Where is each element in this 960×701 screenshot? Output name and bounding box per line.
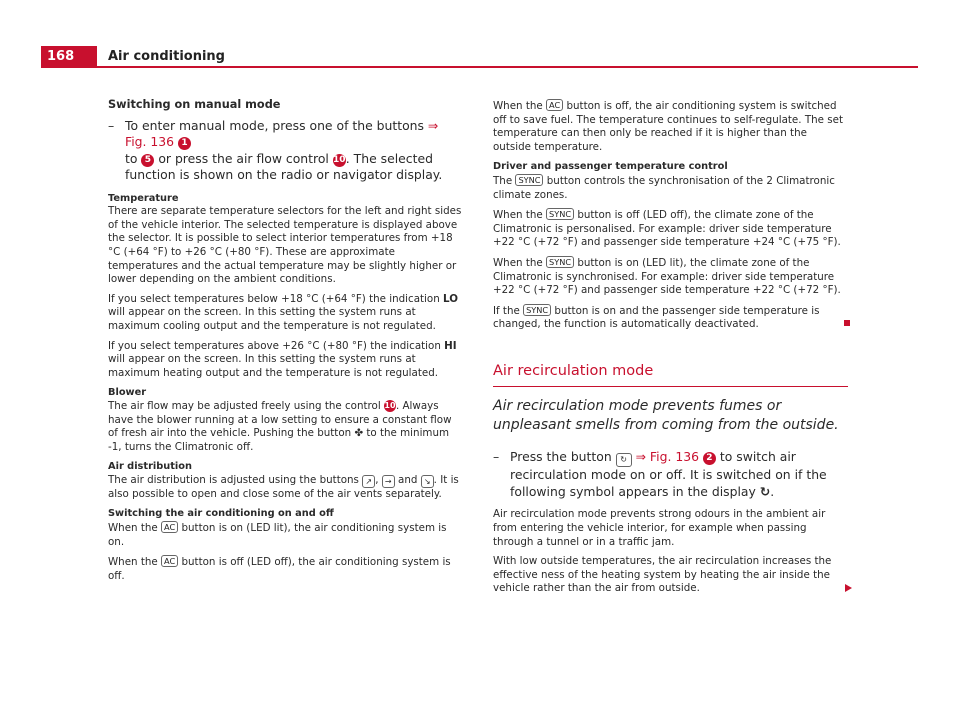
air-distribution-heading: Air distribution (108, 461, 192, 473)
manual-mode-step: – To enter manual mode, press one of the buttons ⇒ Fig. 136 1 to 5 or press the air flow control 10. The selected function is shown on the radio or navigator display. (108, 117, 443, 183)
ac-key: AC (161, 521, 178, 533)
header-rule (97, 66, 918, 68)
ac-off-paragraph: When the AC button is off (LED off), the air conditioning system is off. (108, 556, 451, 582)
temperature-lo-paragraph: If you select temperatures below +18 °C (+64 °F) the indication LO will appear on the screen. In this setting the system runs at maximum cooling output and the temperature is not regulated. (108, 292, 458, 332)
manual-mode-heading: Switching on manual mode (108, 98, 281, 111)
callout-number: 10 (333, 154, 346, 165)
blower-heading: Blower (108, 387, 147, 399)
section-end-marker (844, 320, 850, 326)
recirculation-step: – Press the button ↻ ⇒ Fig. 136 2 to switch air recirculation mode on or off. It is switched on if the following symbol appears in the display ↻. (493, 449, 827, 499)
recirculation-paragraph-1: Air recirculation mode prevents strong odours in the ambient air from entering the vehicle interior, for example when passing through a tunnel or in a traffic jam. (493, 508, 826, 548)
ac-key: AC (546, 99, 563, 111)
temperature-paragraph: There are separate temperature selectors for the left and right sides of the vehicle interior. The selected temperature is displayed above the selector. It is possible to select interior temperatures from +18 °C (+64 °F) to +26 °C (+80 °F). These are approximate temperatures and the actual temperature may be slightly higher or lower depending on the ambient conditions. (108, 205, 462, 286)
recirculation-paragraph-2: With low outside temperatures, the air recirculation increases the effective ness of the heating system by heating the air inside the vehicle rather than the air from outside. (493, 555, 848, 596)
sync-key: SYNC (523, 304, 551, 316)
figure-link[interactable]: ⇒ Fig. 136 (125, 117, 439, 150)
sync-key: SYNC (515, 174, 543, 186)
sync-paragraph-2: When the SYNC button is off (LED off), the climate zone of the Climatronic is personalised. For example: driver side temperature +22 °C (+72 °F) and passenger side temperature +24 °C (+75 °F). (493, 209, 841, 249)
ac-off-fuel-paragraph: When the AC button is off, the air conditioning system is switched off to save fuel. The temperature continues to self-regulate. The set temperature can then only be reached if it is higher than the outside temperature. (493, 100, 843, 153)
page-header-title: Air conditioning (108, 49, 225, 64)
page-number: 168 (41, 46, 97, 68)
right-column (493, 99, 848, 602)
sync-paragraph-3: When the SYNC button is on (LED lit), the climate zone of the Climatronic is synchronised. For example: driver side temperature +22 °C (+72 °F) and passenger side temperature +22 °C (+72 °F). (493, 256, 841, 297)
figure-link[interactable]: ⇒ Fig. 136 (635, 449, 699, 465)
temperature-heading: Temperature (108, 192, 179, 204)
air-distribution-upper-icon: → (382, 475, 395, 488)
callout-number: 10 (384, 400, 396, 410)
fan-icon: ✤ (354, 427, 364, 440)
air-distribution-windscreen-icon: ↗ (362, 475, 375, 488)
driver-passenger-heading: Driver and passenger temperature control (493, 161, 728, 173)
callout-number: 1 (178, 137, 191, 150)
recirculation-section-title: Air recirculation mode (493, 362, 654, 379)
section-rule (493, 386, 848, 388)
air-distribution-footwell-icon: ↘ (421, 475, 434, 488)
blower-paragraph: The air flow may be adjusted freely using the control 10. Always have the blower running at a low setting to ensure a constant flow of fresh air into the vehicle. Pushing the button ✤ to the minimum -1, turns the Climatronic off. (108, 399, 452, 453)
ac-on-paragraph: When the AC button is on (LED lit), the air conditioning system is on. (108, 522, 447, 548)
sync-key: SYNC (546, 208, 574, 220)
left-column (108, 98, 462, 589)
temperature-hi-paragraph: If you select temperatures above +26 °C (+80 °F) the indication HI will appear on the screen. In this setting the system runs at maximum heating output and the temperature is not regulated. (108, 339, 457, 379)
sync-paragraph-1: The SYNC button controls the synchronisation of the 2 Climatronic climate zones. (493, 174, 835, 201)
ac-key: AC (161, 555, 178, 567)
callout-number: 5 (141, 154, 154, 167)
ac-switch-heading: Switching the air conditioning on and off (108, 508, 334, 520)
recirculation-symbol-icon: ↻ (759, 483, 771, 499)
sync-paragraph-4: If the SYNC button is on and the passenger side temperature is changed, the function is automatically deactivated. (493, 304, 848, 332)
continued-arrow-icon (845, 584, 852, 592)
recirculation-icon: ↻ (616, 453, 632, 467)
callout-number: 2 (703, 452, 716, 465)
sync-key: SYNC (546, 256, 574, 268)
air-distribution-paragraph: The air distribution is adjusted using the buttons ↗ , → and ↘ . It is also possible to open and close some of the air vents separately. (108, 473, 459, 500)
recirculation-intro: Air recirculation mode prevents fumes or unpleasant smells from coming from the outside. (493, 398, 839, 434)
